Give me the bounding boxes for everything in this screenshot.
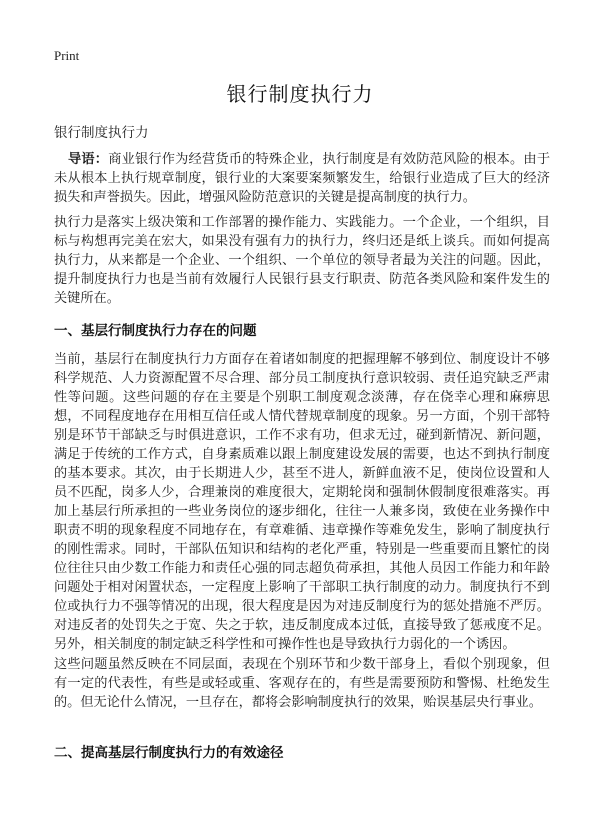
intro-lead-label: 导语： <box>68 152 109 167</box>
paragraph-1: 执行力是落实上级决策和工作部署的操作能力、实践能力。一个企业，一个组织，目标与构想再完美在宏大，如果没有强有力的执行力，终归还是纸上谈兵。而如何提高执行力，从来都是一个企业、一个组织、一个单位的领导者最为关注的问题。因此，提升制度执行力也是当前有效履行人民银行县支行职责、防范各类风险和案件发生的关键所在。 <box>54 215 550 306</box>
section-2-heading: 二、提高基层行制度执行力的有效途径 <box>54 745 284 761</box>
intro-text: 商业银行作为经营货币的特殊企业，执行制度是有效防范风险的根本。由于未从根本上执行规章制度，银行业的大案要案频繁发生，给银行业造成了巨大的经济损失和声誉损失。因此，增强风险防范意识的关键是提高制度的执行力。 <box>54 152 551 205</box>
section-1-heading: 一、基层行制度执行力存在的问题 <box>54 323 257 339</box>
intro-paragraph <box>54 150 550 207</box>
section-1-paragraph-b: 这些问题虽然反映在不同层面，表现在个别环节和少数干部身上，看似个别现象，但有一定的代表性，有些是或轻或重、客观存在的，有些是需要预防和警惕、杜绝发生的。但无论什么情况，一旦存在，都将会影响制度执行的效果，贻误基层央行事业。 <box>54 657 550 710</box>
document-subtitle: 银行制度执行力 <box>54 125 149 141</box>
print-label: Print <box>54 48 80 63</box>
section-1-paragraph-a: 当前，基层行在制度执行力方面存在着诸如制度的把握理解不够到位、制度设计不够科学规范、人力资源配置不尽合理、部分员工制度执行意识较弱、责任追究缺乏严肃性等问题。这些问题的存在主要是个别职工制度观念淡薄，存在侥幸心理和麻痹思想，不同程度地存在用相互信任或人情代替规章制度的现象。另一方面，个别干部特别是环节干部缺乏与时俱进意识，工作不求有功，但求无过，碰到新情况、新问题，满足于传统的工作方式，自身素质难以跟上制度建设发展的需要，也达不到执行制度的基本要求。其次，由于长期进人少，甚至不进人，新鲜血液不足，使岗位设置和人员不匹配，岗多人少，合理兼岗的难度很大，定期轮岗和强制休假制度很难落实。再加上基层行所承担的一些业务岗位的逐步细化，往往一人兼多岗，致使在业务操作中职责不明的现象程度不同地存在，有章难循、违章操作等难免发生，影响了制度执行的刚性需求。同时，干部队伍知识和结构的老化严重，特别是一些重要而且繁忙的岗位往往只由少数工作能力和责任心强的同志超负荷承担，其他人员因工作能力和年龄问题处于相对闲置状态，一定程度上影响了干部职工执行制度的动力。制度执行不到位或执行力不强等情况的出现，很大程度是因为对违反制度行为的惩处措施不严厉。对违反者的处罚失之于宽、失之于软，违反制度成本过低，直接导致了惩戒度不足。另外，相关制度的制定缺乏科学性和可操作性也是导致执行力弱化的一个诱因。 <box>54 352 550 652</box>
document-title: 银行制度执行力 <box>226 82 374 106</box>
